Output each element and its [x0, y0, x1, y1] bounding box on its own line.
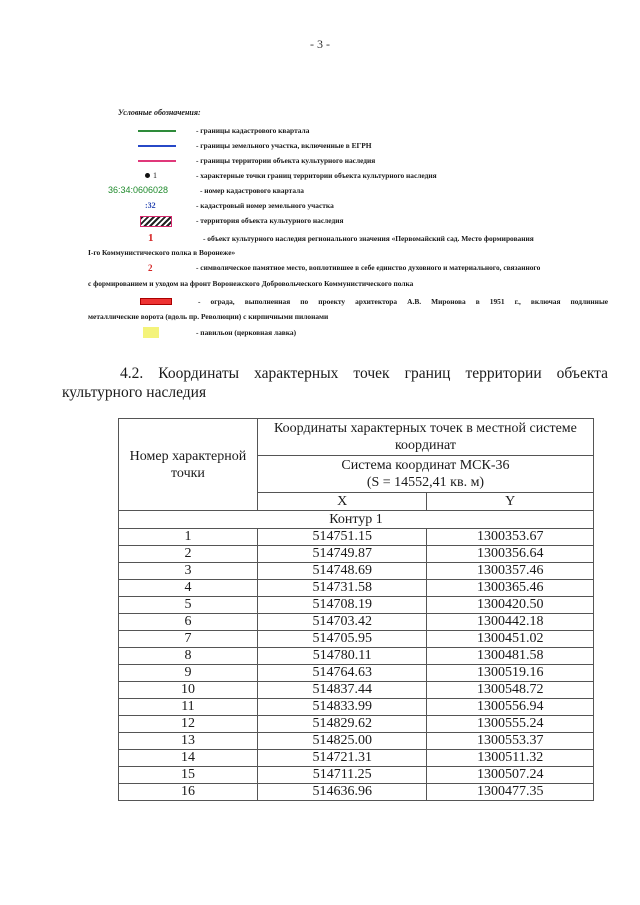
- header-coordinate-system: Система координат МСК-36 (S = 14552,41 кв. м): [257, 456, 593, 493]
- table-row: 6 514703.42 1300442.18: [119, 614, 594, 631]
- table-row: 15 514711.25 1300507.24: [119, 767, 594, 784]
- table-row: 4 514731.58 1300365.46: [119, 580, 594, 597]
- header-area: (S = 14552,41 кв. м): [366, 475, 485, 490]
- table-row: 3 514748.69 1300357.46: [119, 563, 594, 580]
- table-row: 8 514780.11 1300481.58: [119, 648, 594, 665]
- hatched-area-icon: [140, 216, 172, 227]
- pavilion-yellow-icon: [143, 327, 159, 338]
- header-y: Y: [427, 493, 594, 511]
- table-row: 2 514749.87 1300356.64: [119, 546, 594, 563]
- blue-line-icon: [138, 145, 176, 147]
- page-number: - 3 -: [310, 37, 330, 51]
- table-header-row: [119, 419, 594, 456]
- legend-item-land-plot-border: - границы земельного участка, включенные в ЕГРН: [118, 138, 608, 153]
- fence-icon: [140, 298, 172, 305]
- table-row: 11 514833.99 1300556.94: [119, 699, 594, 716]
- coordinates-table: [118, 418, 594, 801]
- table-row: 7 514705.95 1300451.02: [119, 631, 594, 648]
- table-row: 5 514708.19 1300420.50: [119, 597, 594, 614]
- legend-title: Условные обозначения:: [118, 108, 201, 117]
- header-point-number: Номер характерной точки: [119, 419, 258, 511]
- legend-item-heritage-territory-border: - границы территории объекта культурного наследия: [118, 153, 608, 168]
- contour-label: Контур 1: [119, 511, 594, 529]
- red-number-2-icon: 2: [148, 263, 153, 273]
- point-dot-icon: [145, 173, 150, 178]
- legend-item-characteristic-points: 1 - характерные точки границ территории объекта культурного наследия: [118, 168, 608, 183]
- green-line-icon: [138, 130, 176, 132]
- table-row: 10 514837.44 1300548.72: [119, 682, 594, 699]
- table-row: 13 514825.00 1300553.37: [119, 733, 594, 750]
- legend-item-cadastral-quarter-number: 36:34:0606028 - номер кадастрового квартала: [108, 185, 304, 195]
- legend-item-plot-number: :32 - кадастровый номер земельного участка: [145, 201, 334, 210]
- table-row: 1 514751.15 1300353.67: [119, 529, 594, 546]
- table-row: 9 514764.63 1300519.16: [119, 665, 594, 682]
- legend: [88, 108, 608, 340]
- header-coordinates: Координаты характерных точек в местной системе координат: [257, 419, 593, 456]
- header-x: X: [257, 493, 427, 511]
- legend-item-object-1: 1 - объект культурного наследия регионального значения «Первомайский сад. Место формирования I-го Коммунистического полка в Воронеже»: [88, 232, 534, 257]
- pink-line-icon: [138, 160, 176, 162]
- legend-item-heritage-territory: - территория объекта культурного наследия: [118, 213, 608, 228]
- red-number-1-icon: 1: [148, 232, 154, 244]
- section-heading: 4.2. Координаты характерных точек границ территории объекта культурного наследия: [62, 365, 608, 401]
- legend-item-cadastral-quarter-border: - границы кадастрового квартала: [118, 123, 608, 138]
- legend-item-pavilion: - павильон (церковная лавка): [118, 325, 608, 340]
- legend-item-object-2: 2 - символическое памятное место, воплотившее в себе единство духовного и материального, связанного с формированием и уходом на фронт Воронежского Добровольческого Коммунистического полка: [88, 263, 541, 288]
- legend-item-fence: - ограда, выполненная по проекту архитектора А.В. Миронова в 1951 г., включая подлинные металлические ворота (вдоль пр. Революции) с кирпичными пилонами: [88, 297, 608, 321]
- table-row: 16 514636.96 1300477.35: [119, 784, 594, 801]
- table-row: 14 514721.31 1300511.32: [119, 750, 594, 767]
- table-row: 12 514829.62 1300555.24: [119, 716, 594, 733]
